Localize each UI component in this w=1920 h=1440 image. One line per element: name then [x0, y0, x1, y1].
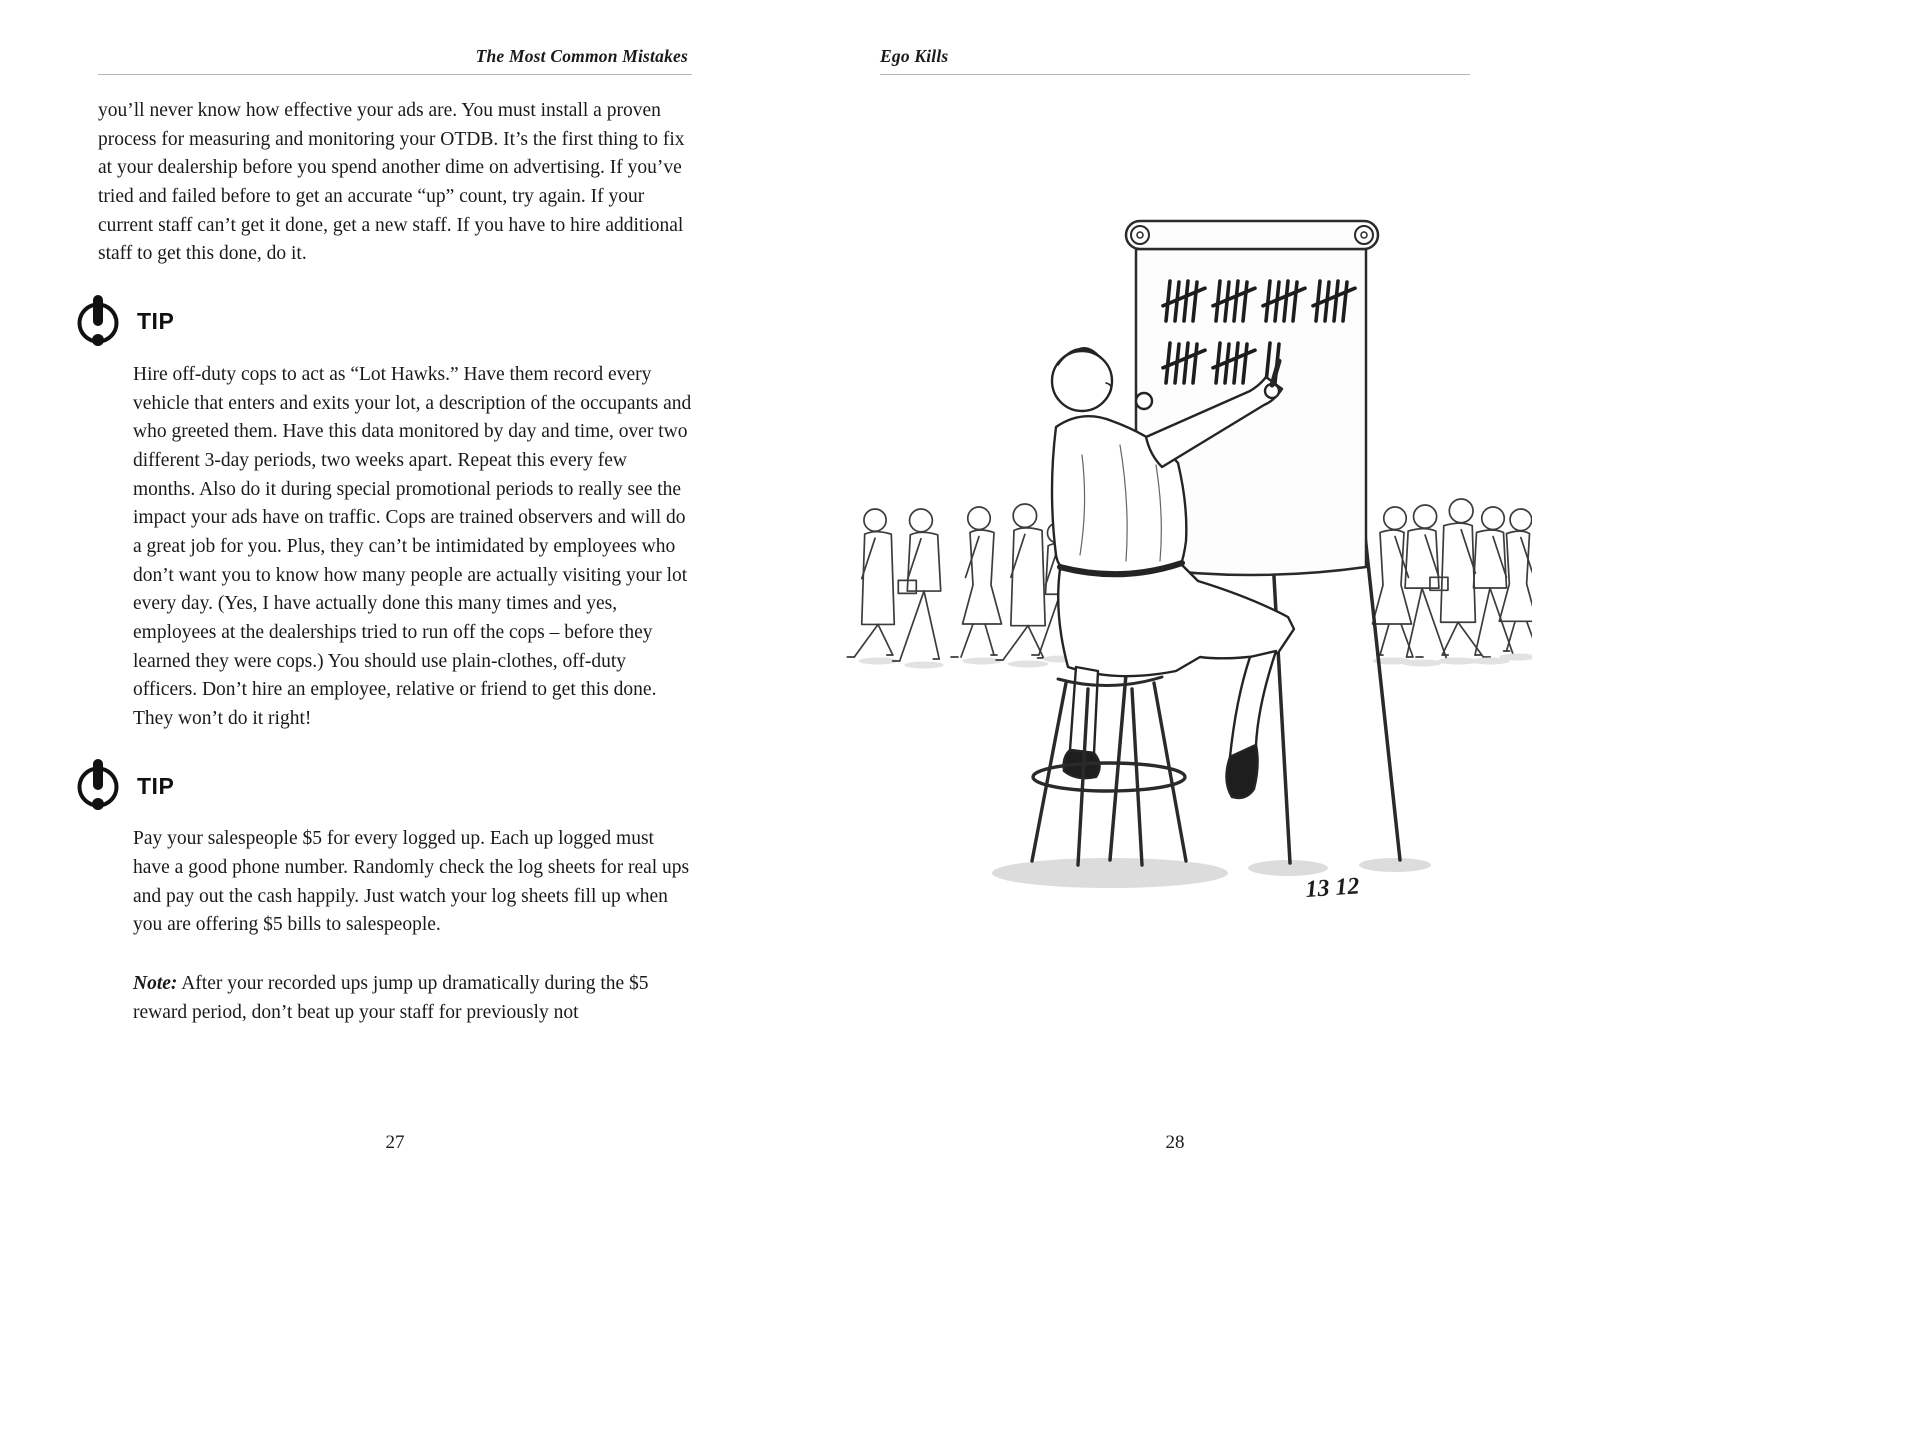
intro-paragraph: you’ll never know how effective your ads are. You must install a proven process for measuring and monitoring your OTDB. It’s the first thing to fix at your dealership before you spend another dime on advertising. If you’ve tried and failed before to get an accurate “up” count, try again. If your current staff can’t get it done, get a new staff. If you have to hire additional staff to get this done, do it. [98, 100, 685, 265]
tip-label: TIP [137, 308, 175, 335]
tally-illustration [820, 205, 1532, 940]
exclamation-icon [74, 293, 122, 351]
note-paragraph [133, 970, 692, 1027]
stool [1032, 677, 1186, 865]
left-page [98, 46, 692, 1153]
running-head-right: Ego Kills [880, 46, 949, 66]
tip-label: TIP [137, 772, 175, 799]
tip-text-1: Hire off-duty cops to act as “Lot Hawks.” Have them record every vehicle that enters and exits your lot, a description of the occupants and who greeted them. Have this data monitored by day and time, over two different 3-day periods, two weeks apart. Repeat this every few months. Also do it during special promotional periods to really see the impact your ads have on traffic. Cops are trained observers and will do a great job for you. Plus, they can’t be intimidated by employees who don’t want you to know how many people are actually visiting your lot every day. (Yes, I have actually done this many times and yes, employees at the dealerships tried to run off the cops – before they learned they were cops.) You should use plain-clothes, off-duty officers. Don’t hire an employee, relative or friend to get this done. They won’t do it right! [133, 363, 692, 729]
tip-heading-2 [74, 757, 692, 815]
header-rule-right [880, 74, 1470, 75]
header-rule-left [98, 74, 692, 75]
artist-signature: 13 12 [1304, 873, 1361, 903]
running-head-left: The Most Common Mistakes [475, 46, 688, 66]
page-number-left: 27 [385, 1132, 405, 1153]
tip-text-2: Pay your salespeople $5 for every logged up. Each up logged must have a good phone number. Randomly check the log sheets for real ups and pay out the cash happily. Just watch your log sheets fill up when you are offering $5 bills to salespeople. [133, 828, 690, 936]
note-label: Note: [133, 973, 178, 995]
note-body: After your recorded ups jump up dramatically during the $5 reward period, don’t beat up your staff for previously not [133, 973, 649, 1023]
exclamation-icon [74, 757, 122, 815]
illustration-svg [820, 205, 1532, 940]
page-number-right: 28 [1165, 1132, 1185, 1153]
tip-heading-1 [74, 293, 692, 351]
